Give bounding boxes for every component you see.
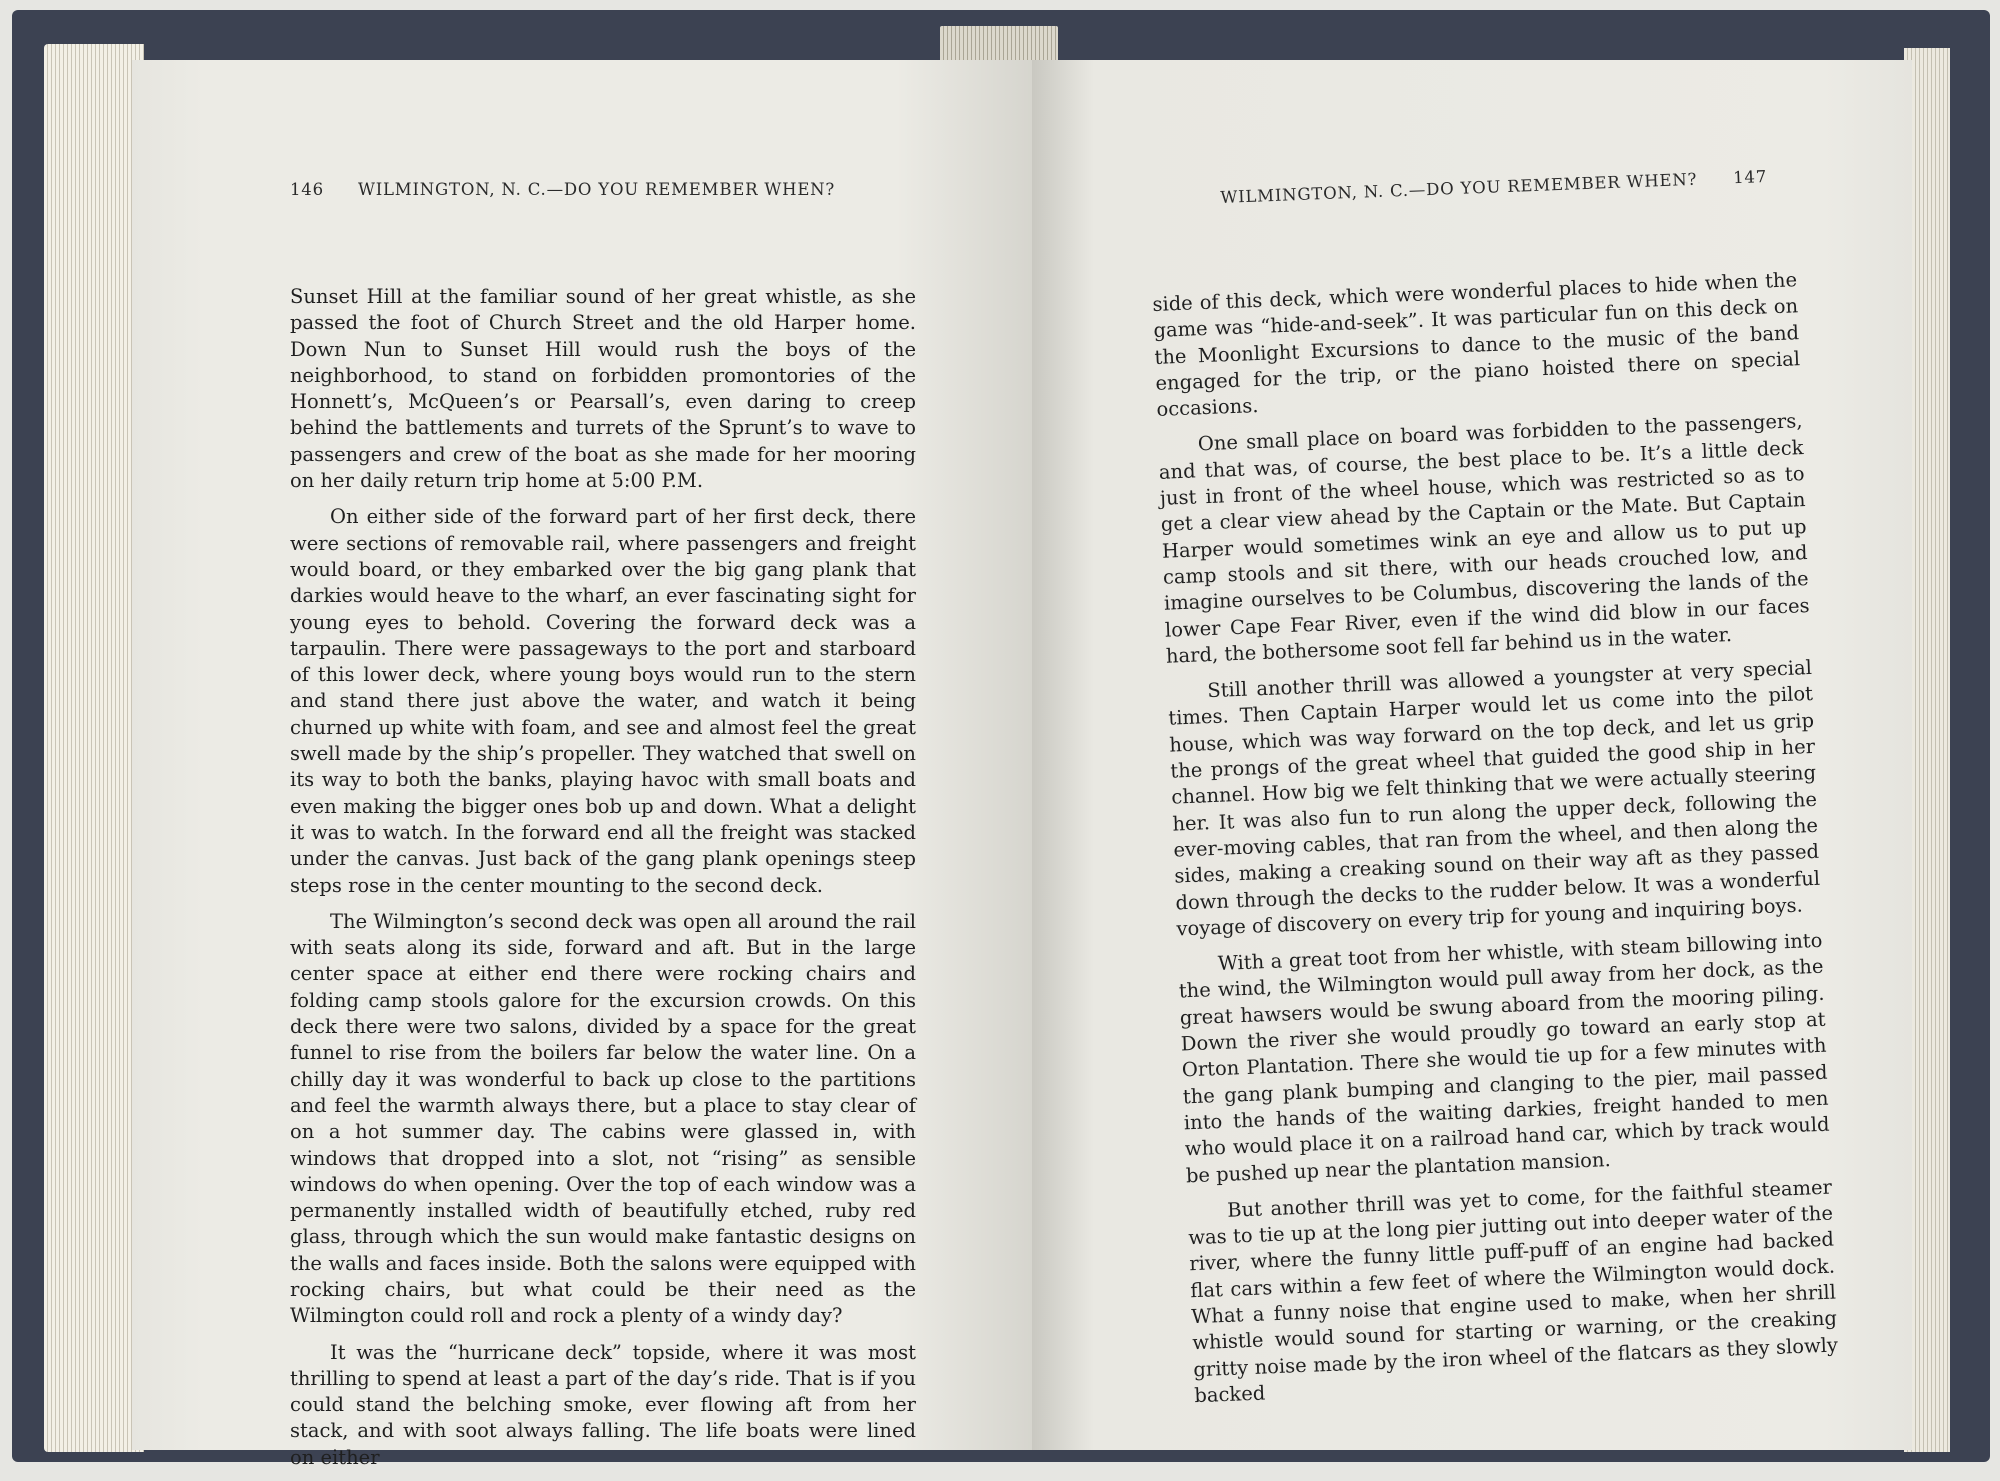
paragraph: The Wilmington’s second deck was open all around the rail with seats along its side, forward and aft. But in the large center space at either end there were rocking chairs and folding camp stools galore for the excursion crowds. On this deck there were two salons, divided by a space for the great funnel to rise from the boilers far below the water line. On a chilly day it was wonderful to back up close to the partitions and feel the warmth always there, but a place to stay clear of on a hot summer day. The cabins were glassed in, with windows that dropped into a slot, not “rising” as sensible windows do when opening. Over the top of each window was a permanently installed width of beautifully etched, ruby red glass, through which the sun would make fantastic designs on the walls and faces inside. Both the salons were equipped with rocking chairs, but what could be their need as the Wilmington could roll and rock a plenty of a windy day? xyxy=(290,909,916,1328)
paragraph: It was the “hurricane deck” topside, where it was most thrilling to spend at least a part of the day’s ride. That is if you could stand the belching smoke, ever flowing aft from her stack, and with soot always falling. The life boats were lined on either xyxy=(290,1340,916,1469)
left-page xyxy=(132,60,1032,1469)
left-page-number: 146 xyxy=(290,180,324,199)
paragraph: Still another thrill was allowed a youngster at very special times. Then Captain Harper would let us come into the pilot house, which was way forward on the top deck, and let us grip the prongs of the great wheel that guided the good ship in her channel. How big we felt thinking that we were actually steering her. It was also fun to run along the upper deck, following the ever-moving cables, that ran from the wheel, and then along the sides, making a creaking sound on their way aft as they passed down through the decks to the rudder below. It was a wonderful voyage of discovery on every trip for young and inquiring boys. xyxy=(1167,656,1821,941)
paragraph: side of this deck, which were wonderful places to hide when the game was “hide-and-seek”. It was particular fun on this deck on the Moonlight Excursions to dance to the music of the band engaged for the trip, or the piano hoisted there on special occasions. xyxy=(1152,268,1801,422)
paragraph: But another thrill was yet to come, for the faithful steamer was to tie up at the long pier jutting out into deeper water of the river, where the funny little puff-puff of an engine had backed flat cars within a few feet of where the Wilmington would dock. What a funny noise that engine used to make, when her shrill whistle would sound for starting or warning, or the creaking gritty noise made by the iron wheel of the flatcars as they slowly backed xyxy=(1187,1175,1839,1408)
paragraph: One small place on board was forbidden to the passengers, and that was, of course, the best place to be. It’s a little deck just in front of the wheel house, which was restricted so as to get a clear view ahead by the Captain or the Mate. But Captain Harper would sometimes wink an eye and allow us to put up camp stools and sit there, with our heads crouched low, and imagine ourselves to be Columbus, discovering the lands of the lower Cape Fear River, even if the wind did blow in our faces hard, the bothersome soot fell far behind us in the water. xyxy=(1158,409,1810,668)
left-page-header xyxy=(290,180,835,199)
paragraph: Sunset Hill at the familiar sound of her great whistle, as she passed the foot of Church Street and the old Harper home. Down Nun to Sunset Hill would rush the boys of the neighborhood, to stand on forbidden promontories of the Honnett’s, McQueen’s or Pearsall’s, even daring to creep behind the battlements and turrets of the Sprunt’s to wave to passengers and crew of the boat as she made for her mooring on her daily return trip home at 5:00 P.M. xyxy=(290,285,916,493)
left-running-head: WILMINGTON, N. C.—DO YOU REMEMBER WHEN? xyxy=(357,180,836,199)
paragraph: On either side of the forward part of her first deck, there were sections of removable rail, where passengers and freight would board, or they embarked over the big gang plank that darkies would heave to the wharf, an ever fascinating sight for young eyes to behold. Covering the forward deck was a tarpaulin. There were passageways to the port and starboard of this lower deck, where young boys would run to the stern and stand there just above the water, and watch it being churned up white with foam, and see and almost feel the great swell made by the ship’s propeller. They watched that swell on its way to both the banks, playing havoc with small boats and even making the bigger ones bob up and down. What a delight it was to watch. In the forward end all the freight was stacked under the canvas. Just back of the gang plank openings steep steps rose in the center mounting to the second deck. xyxy=(290,505,916,897)
right-running-head: WILMINGTON, N. C.—DO YOU REMEMBER WHEN? xyxy=(1220,169,1698,207)
page-edges-left xyxy=(44,44,144,1452)
right-page-number: 147 xyxy=(1732,166,1768,188)
left-page-body xyxy=(290,284,916,1481)
right-page xyxy=(1032,60,1912,1450)
right-page-header xyxy=(1220,167,1767,207)
right-page-body xyxy=(1152,267,1840,1419)
paragraph: With a great toot from her whistle, with steam billowing into the wind, the Wilmington would pull away from her dock, as the great hawsers would be swung aboard from the mooring piling. Down the river she would proudly go toward an early stop at Orton Plantation. There she would tie up for a few minutes with the gang plank bumping and clanging to the pier, mail passed into the hands of the waiting darkies, freight handed to men who would place it on a railroad hand car, which by track would be pushed up near the plantation mansion. xyxy=(1178,928,1830,1187)
